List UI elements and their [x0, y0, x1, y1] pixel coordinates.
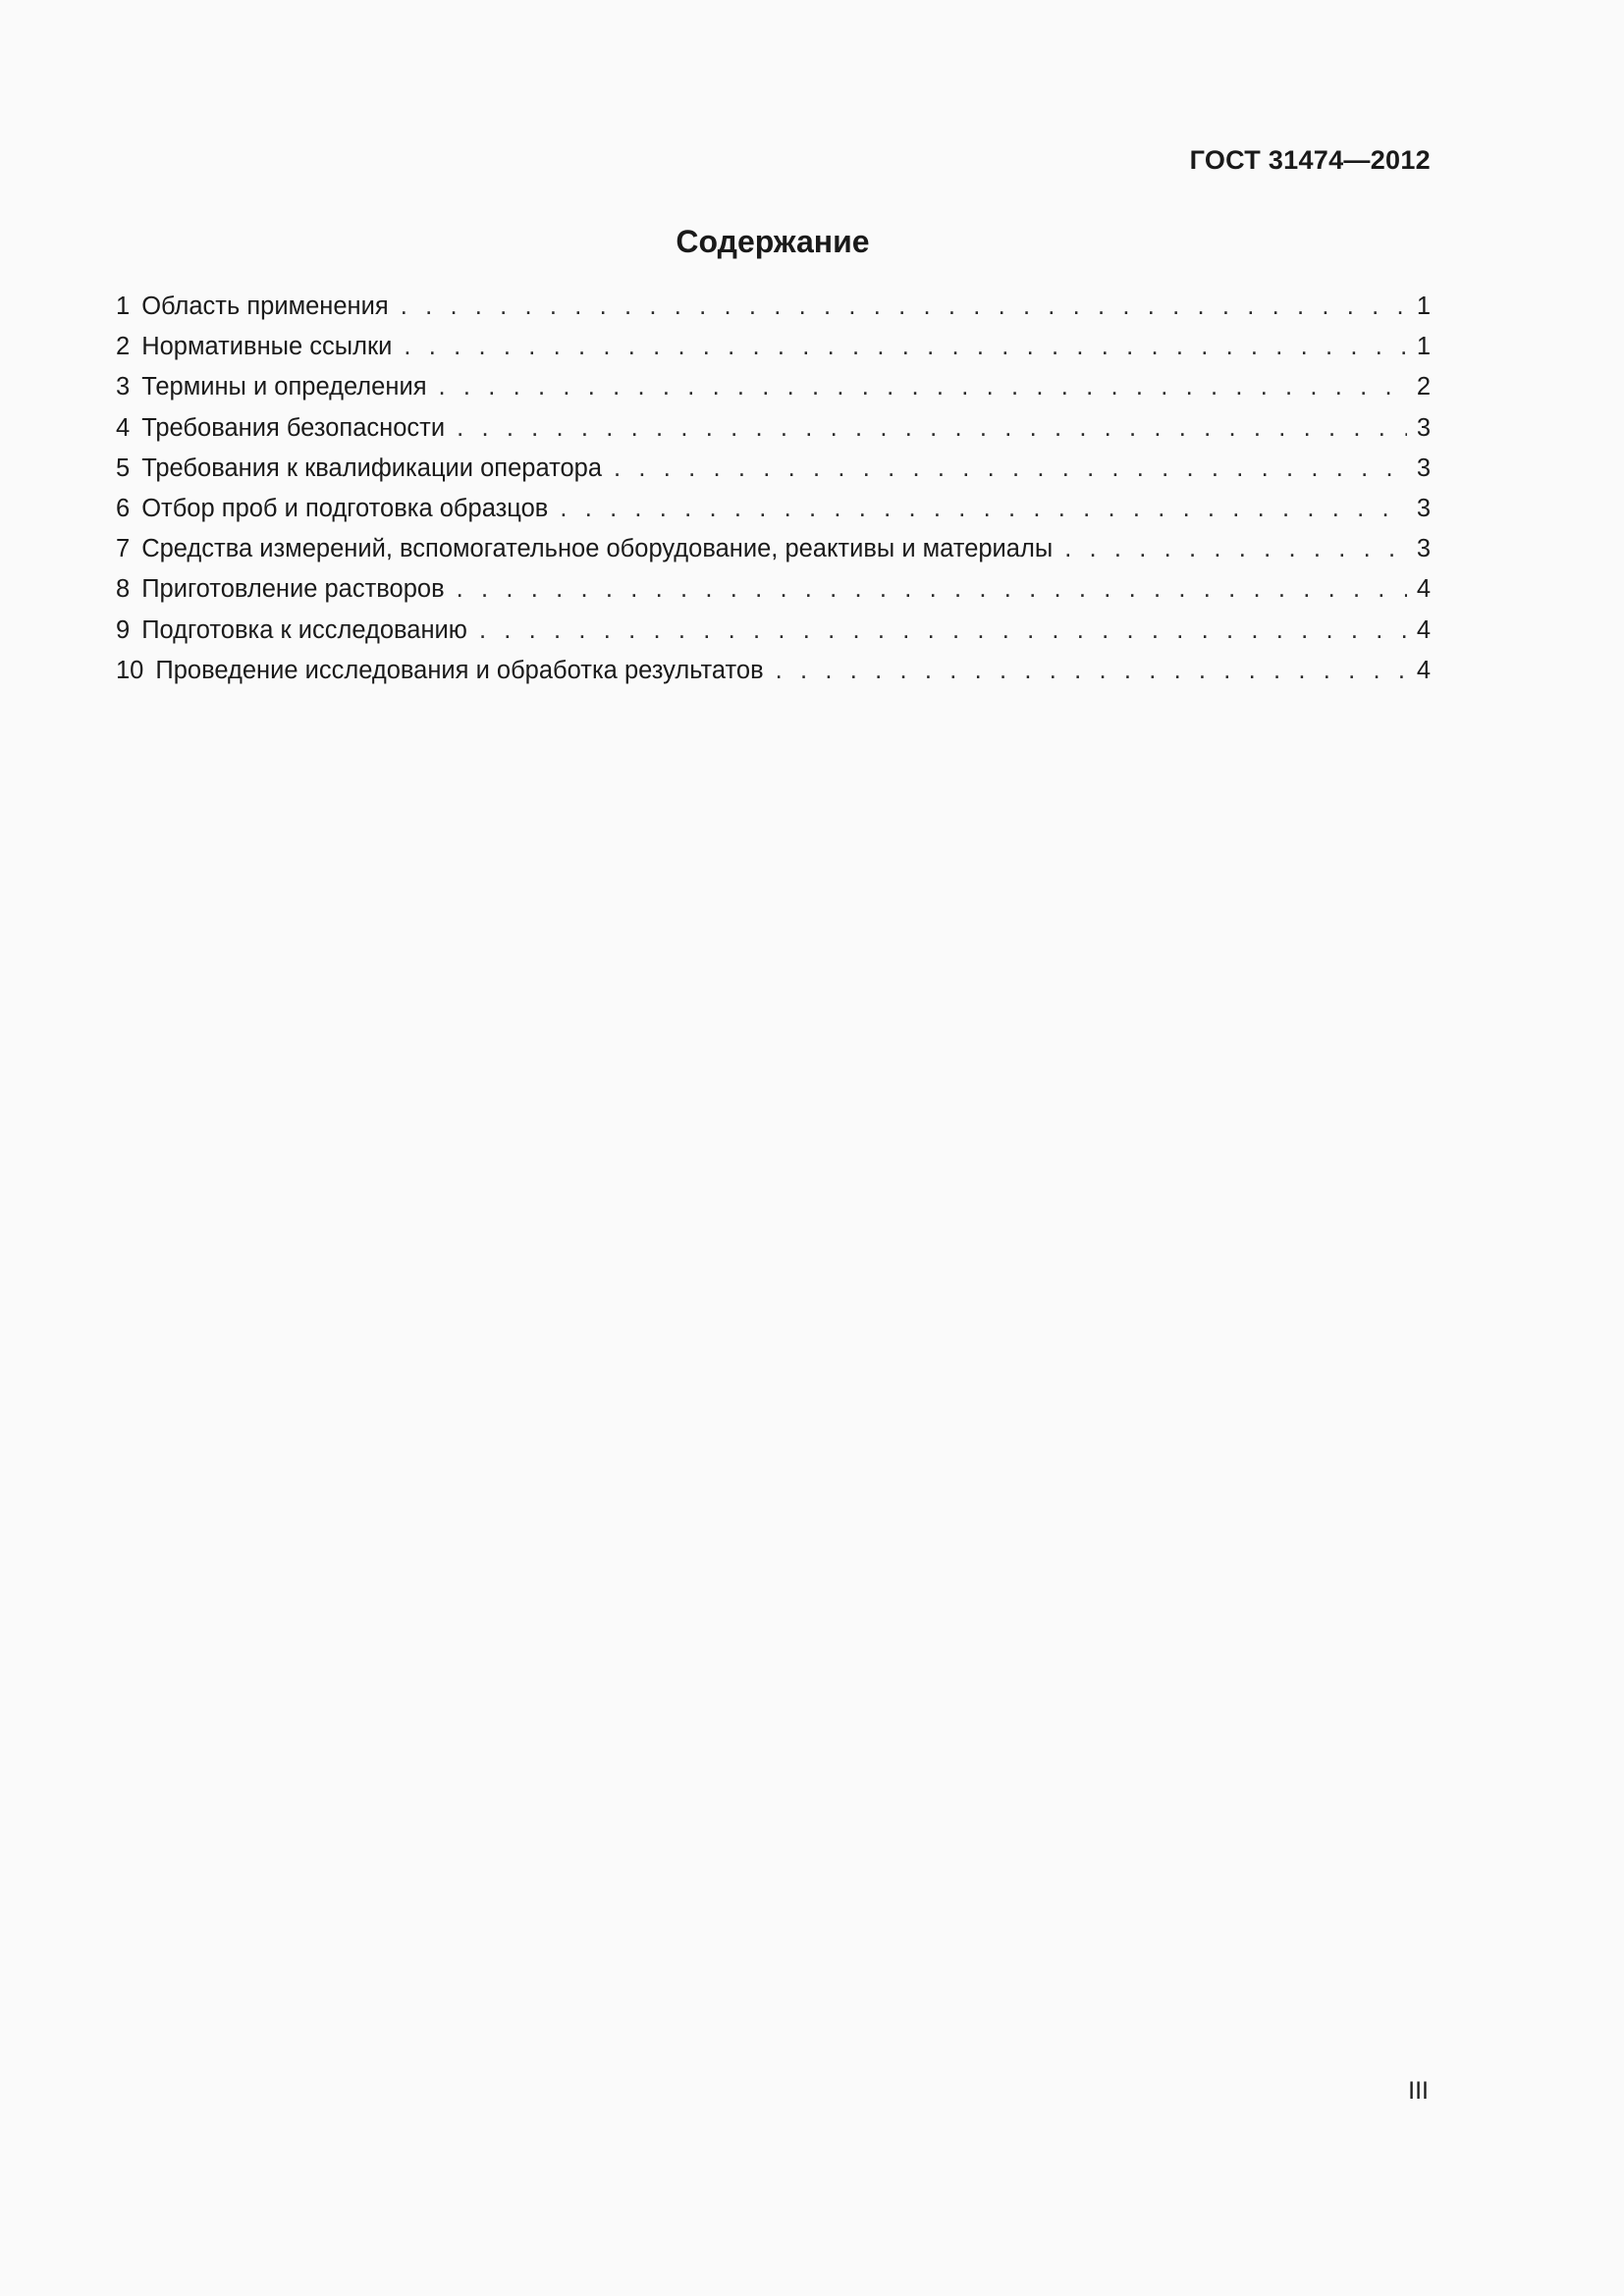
- toc-entry-1[interactable]: [116, 293, 1431, 333]
- toc-leader-dots: [401, 293, 1407, 321]
- toc-entry-3[interactable]: [116, 373, 1431, 413]
- toc-entry-text: Требования безопасности: [141, 413, 446, 442]
- toc-entry-text: Подготовка к исследованию: [141, 615, 467, 644]
- toc-leader-dots: [457, 414, 1407, 443]
- toc-entry-number: 6: [116, 494, 131, 522]
- toc-entry-10[interactable]: [116, 657, 1431, 697]
- toc-entry-number: 1: [116, 293, 131, 320]
- toc-entry-number: 8: [116, 575, 131, 604]
- toc-entry-page: 2: [1416, 373, 1431, 401]
- toc-leader-dots: [614, 454, 1407, 483]
- toc-entry-text: Область применения: [141, 293, 389, 320]
- toc-entry-text: Термины и определения: [141, 373, 427, 401]
- toc-entry-page: 4: [1416, 656, 1431, 684]
- toc-leader-dots: [457, 575, 1407, 604]
- toc-entry-number: 7: [116, 535, 131, 563]
- toc-leader-dots: [439, 373, 1407, 401]
- toc-leader-dots: [776, 657, 1407, 685]
- toc-entry-9[interactable]: [116, 616, 1431, 657]
- toc-entry-8[interactable]: [116, 575, 1431, 615]
- toc-entry-page: 3: [1416, 535, 1431, 563]
- document-code: ГОСТ 31474—2012: [1189, 145, 1431, 175]
- toc-entry-text: Средства измерений, вспомогательное оборудование, реактивы и материалы: [141, 535, 1054, 563]
- toc-entry-page: 3: [1416, 494, 1431, 522]
- toc-entry-page: 4: [1416, 575, 1431, 604]
- toc-entry-number: 10: [116, 656, 144, 684]
- toc-entry-number: 4: [116, 413, 131, 442]
- toc-entry-6[interactable]: [116, 495, 1431, 535]
- toc-entry-page: 1: [1416, 333, 1431, 361]
- toc-entry-text: Требования к квалификации оператора: [141, 454, 603, 482]
- toc-entry-text: Отбор проб и подготовка образцов: [141, 494, 549, 522]
- toc-entry-4[interactable]: [116, 414, 1431, 454]
- toc-entry-number: 9: [116, 615, 131, 644]
- toc-entry-text: Проведение исследования и обработка результатов: [155, 656, 764, 684]
- toc-leader-dots: [1064, 535, 1407, 563]
- toc-entry-7[interactable]: [116, 535, 1431, 575]
- toc-title: Содержание: [676, 224, 870, 259]
- toc-leader-dots: [560, 495, 1406, 523]
- toc-entry-number: 2: [116, 333, 131, 361]
- toc-leader-dots: [404, 333, 1406, 361]
- toc-entry-page: 3: [1416, 413, 1431, 442]
- toc-entry-page: 3: [1416, 454, 1431, 482]
- toc-entry-number: 3: [116, 373, 131, 401]
- toc-entry-5[interactable]: [116, 454, 1431, 495]
- table-of-contents: [116, 293, 1431, 697]
- toc-leader-dots: [479, 616, 1407, 645]
- toc-entry-page: 1: [1416, 293, 1431, 320]
- page-number: III: [1408, 2077, 1429, 2105]
- toc-entry-number: 5: [116, 454, 131, 482]
- toc-entry-text: Нормативные ссылки: [141, 333, 393, 361]
- toc-entry-text: Приготовление растворов: [141, 575, 445, 604]
- toc-entry-page: 4: [1416, 615, 1431, 644]
- toc-entry-2[interactable]: [116, 333, 1431, 373]
